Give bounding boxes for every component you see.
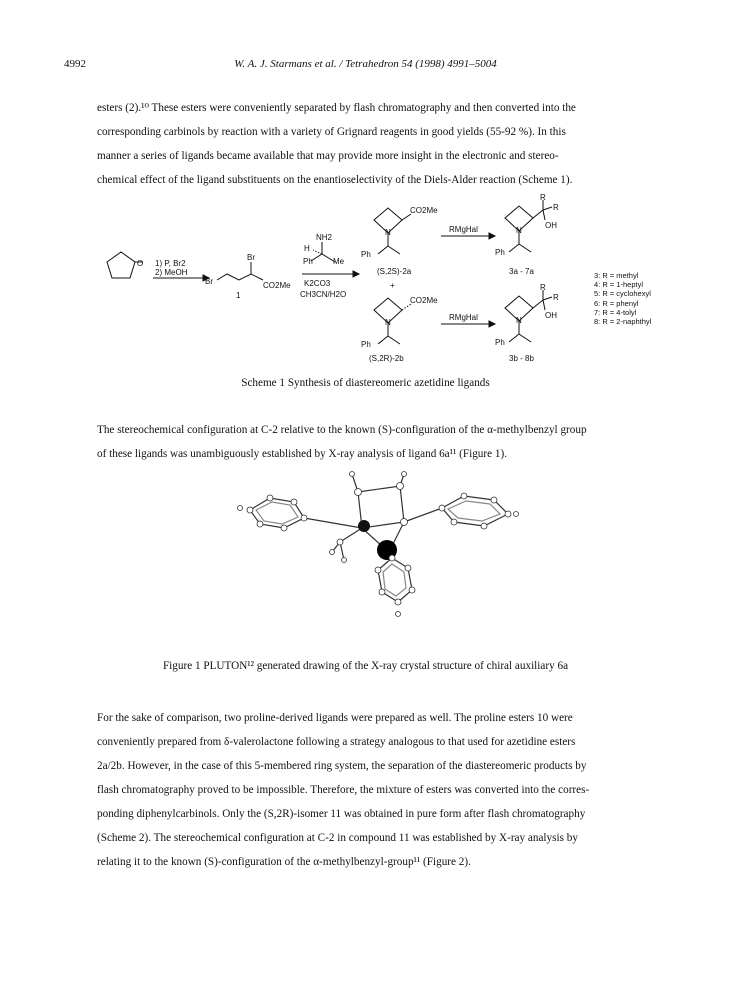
page-number: 4992: [64, 58, 86, 70]
nitrogen-atom: [358, 520, 370, 532]
paragraph-line: esters (2).¹⁰ These esters were conveniently separated by flash chromatography and then converted into the: [97, 102, 576, 114]
br-label: Br: [205, 277, 213, 286]
n-label: N: [516, 316, 522, 325]
amine-nh2-label: NH2: [316, 233, 333, 242]
paragraph-line: (Scheme 2). The stereochemical configuration at C-2 in compound 11 was established by X-ray analysis by: [97, 832, 578, 844]
br-label: Br: [247, 253, 255, 262]
compound-2a-label: (S,2S)-2a: [377, 267, 412, 276]
ph-label: Ph: [361, 250, 371, 259]
paragraph-3: [97, 706, 645, 874]
n-label: N: [516, 226, 522, 235]
ph-label: Ph: [495, 338, 505, 347]
paragraph-line: The stereochemical configuration at C-2 relative to the known (S)-configuration of the α-methylbenzyl group: [97, 424, 587, 436]
compound-2b-label: (S,2R)-2b: [369, 354, 404, 363]
scheme-1-caption: Scheme 1 Synthesis of diastereomeric azetidine ligands: [241, 377, 490, 389]
legend-item: 7: R = 4-tolyl: [594, 307, 637, 317]
paragraph-line: relating it to the known (S)-configuration of the α-methylbenzyl-group¹¹ (Figure 2).: [97, 856, 471, 868]
ph-label: Ph: [361, 340, 371, 349]
ester-label: CO2Me: [263, 281, 291, 290]
step1-reagent: 2) MeOH: [155, 268, 188, 277]
legend-item: 4: R = 1-heptyl: [594, 280, 643, 290]
amine-ph-label: Ph: [303, 257, 313, 266]
amine-h-label: H: [304, 244, 310, 253]
n-label: N: [385, 318, 391, 327]
oh-label: OH: [545, 221, 557, 230]
step1-reagent: 1) P, Br2: [155, 259, 186, 268]
n-label: N: [385, 228, 391, 237]
paragraph-line: of these ligands was unambiguously established by X-ray analysis of ligand 6a¹¹ (Figure 1).: [97, 448, 507, 460]
paragraph-1: [97, 96, 645, 192]
amine-me-label: Me: [333, 257, 345, 266]
paragraph-2: [97, 418, 645, 466]
paragraph-line: conveniently prepared from δ-valerolactone following a strategy analogous to that used for azetidine esters: [97, 736, 576, 748]
scheme-1-drawing: [97, 193, 657, 370]
legend-item: 8: R = 2-naphthyl: [594, 317, 652, 327]
ester-label: CO2Me: [410, 296, 438, 305]
step2-reagent: K2CO3: [304, 279, 331, 288]
r-label: R: [540, 283, 546, 292]
running-head: W. A. J. Starmans et al. / Tetrahedron 54 (1998) 4991–5004: [234, 58, 497, 70]
lactone-o-label: O: [137, 259, 144, 268]
step2-reagent: CH3CN/H2O: [300, 290, 347, 299]
figure-1-caption: Figure 1 PLUTON¹² generated drawing of the X-ray crystal structure of chiral auxiliary 6a: [162, 660, 569, 672]
paragraph-line: ponding diphenylcarbinols. Only the (S,2R)-isomer 11 was obtained in pure form after flash chromatography: [97, 808, 586, 820]
legend-item: 5: R = cyclohexyl: [594, 289, 651, 299]
paragraph-line: manner a series of ligands became available that may provide more insight in the electronic and stereo-: [97, 150, 559, 162]
r-label: R: [553, 203, 559, 212]
legend-item: 6: R = phenyl: [594, 298, 639, 308]
grignard-reagent: RMgHal: [449, 313, 478, 322]
paragraph-line: flash chromatography proved to be impossible. Therefore, the mixture of esters was converted into the corres-: [97, 784, 590, 796]
intermediate-1-label: 1: [236, 291, 241, 300]
r-label: R: [553, 293, 559, 302]
ester-label: CO2Me: [410, 206, 438, 215]
paragraph-line: chemical effect of the ligand substituents on the enantioselectivity of the Diels-Alder reaction (Scheme 1).: [97, 174, 573, 186]
range-a-label: 3a - 7a: [509, 267, 534, 276]
ph-label: Ph: [495, 248, 505, 257]
paragraph-line: corresponding carbinols by reaction with a variety of Grignard reagents in good yields (55-92 %). In this: [97, 126, 566, 138]
figure-1-crystal-structure: [232, 472, 522, 622]
paragraph-line: For the sake of comparison, two proline-derived ligands were prepared as well. The proline esters 10 were: [97, 712, 573, 724]
plus-sign: +: [390, 281, 395, 290]
paragraph-line: 2a/2b. However, in the case of this 5-membered ring system, the separation of the diastereomeric products by: [97, 760, 587, 772]
legend-item: 3: R = methyl: [594, 271, 639, 280]
range-b-label: 3b - 8b: [509, 354, 534, 363]
scheme-1-legend: [594, 271, 651, 326]
r-label: R: [540, 193, 546, 202]
oh-label: OH: [545, 311, 557, 320]
grignard-reagent: RMgHal: [449, 225, 478, 234]
